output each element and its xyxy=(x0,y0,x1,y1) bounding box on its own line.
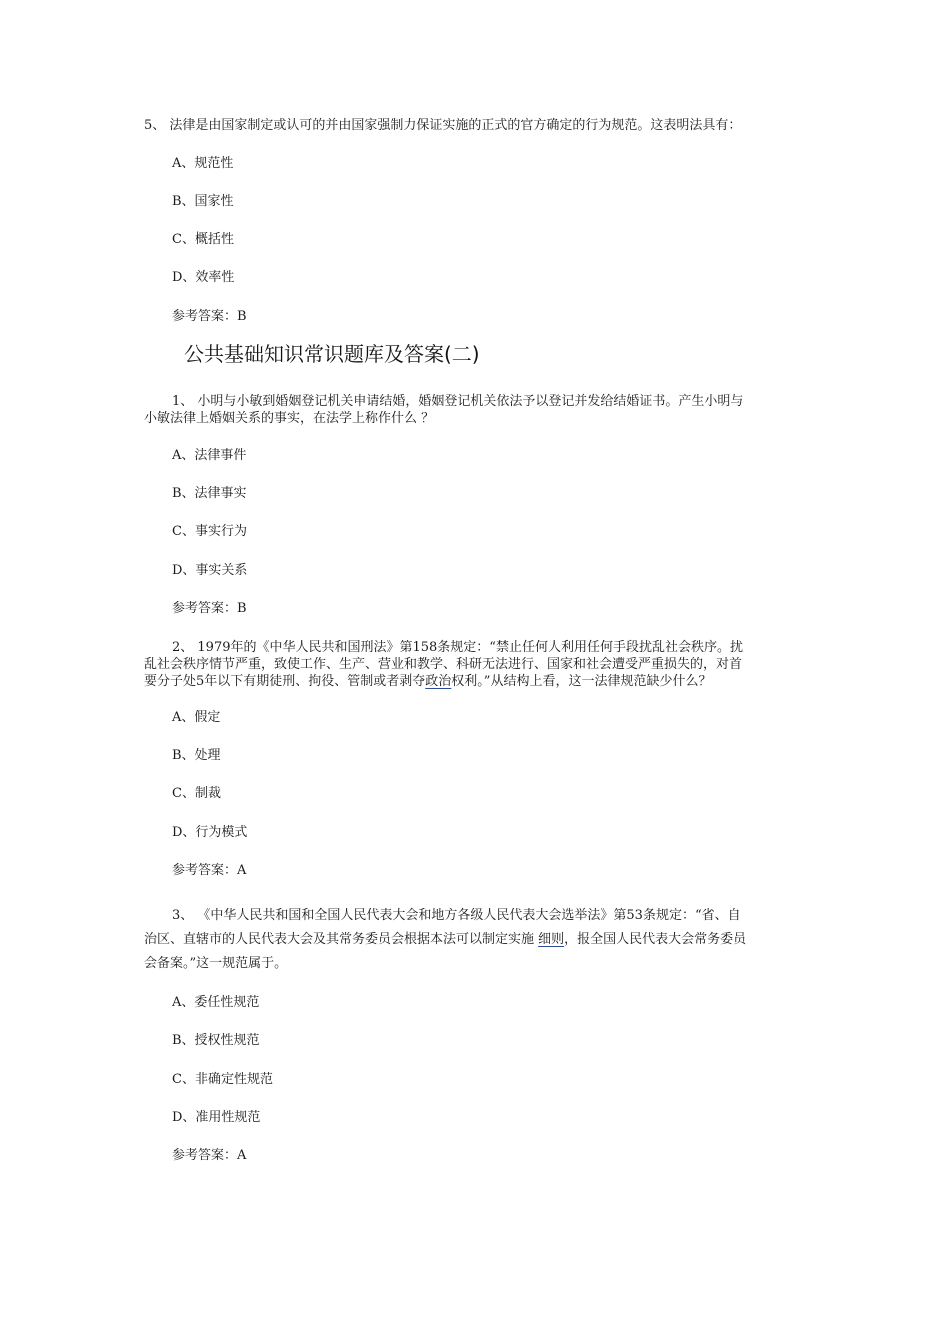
question-2-option-b: B、处理 xyxy=(172,748,221,763)
question-3-option-c: C、非确定性规范 xyxy=(172,1072,273,1087)
question-2-option-c: C、制裁 xyxy=(172,786,221,801)
question-1-option-c: C、事实行为 xyxy=(172,524,247,539)
question-2-option-a: A、假定 xyxy=(172,710,221,725)
question-5-text: 5、 法律是由国家制定或认可的并由国家强制力保证实施的正式的官方确定的行为规范。这表明法具有： xyxy=(144,118,742,133)
question-1-option-b: B、法律事实 xyxy=(172,486,247,501)
question-3-option-b: B、授权性规范 xyxy=(172,1033,260,1048)
question-3-line-1: 3、 《中华人民共和国和全国人民代表大会和地方各级人民代表大会选举法》第53条规定：“省、自 xyxy=(172,908,741,923)
question-1-answer: 参考答案：B xyxy=(172,601,247,616)
politics-link[interactable]: 政治 xyxy=(425,674,452,689)
question-1-line-1: 1、 小明与小敏到婚姻登记机关申请结婚，婚姻登记机关依法予以登记并发给结婚证书。产生小明与 xyxy=(172,394,744,409)
question-2-line-2: 乱社会秩序情节严重，致使工作、生产、营业和教学、科研无法进行、国家和社会遭受严重损失的，对首 xyxy=(144,657,743,672)
question-3-line-2 xyxy=(144,930,746,949)
rules-link[interactable]: 细则 xyxy=(538,932,565,947)
question-1-option-d: D、事实关系 xyxy=(172,563,248,578)
question-3-answer: 参考答案：A xyxy=(172,1148,247,1163)
question-5-option-c: C、概括性 xyxy=(172,232,234,247)
question-3-line-3: 会备案。”这一规范属于。 xyxy=(144,956,288,971)
question-5-option-d: D、效率性 xyxy=(172,270,235,285)
question-5-answer: 参考答案：B xyxy=(172,309,247,324)
section-title: 公共基础知识常识题库及答案(二) xyxy=(184,342,480,366)
question-3-line-2-post: ，报全国人民代表大会常务委员 xyxy=(564,932,747,947)
question-5-option-b: B、国家性 xyxy=(172,194,234,209)
question-1-option-a: A、法律事件 xyxy=(172,448,247,463)
question-2-line-3 xyxy=(144,672,711,691)
question-1-line-2: 小敏法律上婚姻关系的事实，在法学上称作什么 ？ xyxy=(144,411,435,426)
question-3-line-2-pre: 治区、直辖市的人民代表大会及其常务委员会根据本法可以制定实施 xyxy=(144,932,539,947)
question-3-option-a: A、委任性规范 xyxy=(172,995,260,1010)
question-2-answer: 参考答案：A xyxy=(172,863,247,878)
question-3-option-d: D、准用性规范 xyxy=(172,1110,261,1125)
question-2-line-1: 2、 1979年的《中华人民共和国刑法》第158条规定：“禁止任何人利用任何手段扰乱社会秩序。扰 xyxy=(172,640,743,655)
question-2-line-3-pre: 要分子处5年以下有期徒刑、拘役、管制或者剥夺 xyxy=(144,674,426,689)
question-2-option-d: D、行为模式 xyxy=(172,825,248,840)
question-2-line-3-post: 权利。”从结构上看，这一法律规范缺少什么？ xyxy=(451,674,712,689)
question-5-option-a: A、规范性 xyxy=(172,156,234,171)
